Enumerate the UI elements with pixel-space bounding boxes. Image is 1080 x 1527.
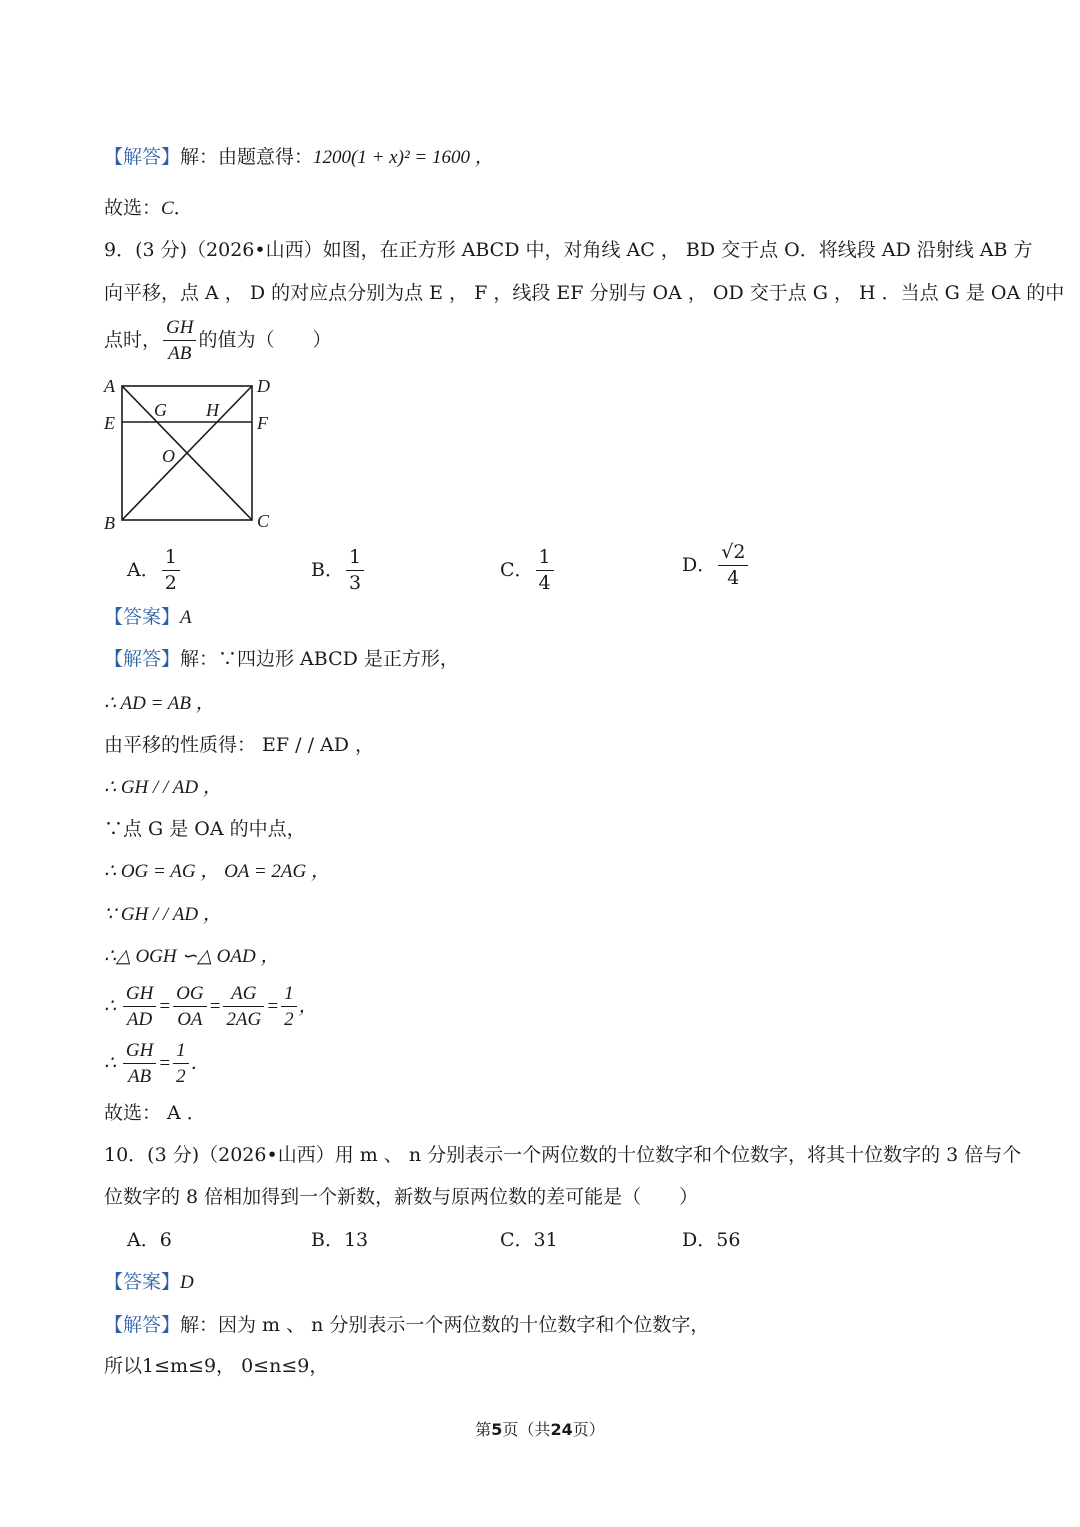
fraction (123, 1041, 156, 1086)
option-fraction (536, 548, 554, 593)
choice-letter: C (161, 198, 174, 219)
frac-numerator: 1 (173, 1041, 189, 1064)
stem-fraction (163, 318, 196, 363)
solution-tag: 【解答】 (104, 648, 181, 670)
q9-choice-line: 故选： A ． (104, 1102, 206, 1124)
equals: = (158, 1053, 172, 1074)
label-o: O (162, 446, 175, 466)
q9-solution-line-8: ∴△ OGH ∽△ OAD ， (104, 946, 280, 967)
answer-value: D (180, 1272, 194, 1293)
footer-mid: 页（共 (502, 1420, 551, 1439)
frac-numerator: 1 (162, 548, 180, 571)
solution-text: 解：因为 m 、 n 分别表示一个两位数的十位数字和个位数字， (180, 1314, 710, 1336)
frac-denominator: 4 (727, 567, 740, 589)
option-value: 56 (716, 1229, 741, 1251)
solution-intro: 解：由题意得： (180, 146, 314, 168)
option-fraction (162, 548, 180, 593)
footer-pre: 第 (475, 1420, 492, 1439)
total-pages: 24 (550, 1420, 573, 1439)
q9-stem-line-3 (104, 318, 331, 363)
therefore-symbol: ∴ (104, 996, 117, 1017)
frac-numerator: GH (123, 984, 156, 1007)
square-figure (96, 372, 286, 534)
frac-denominator: AB (127, 1066, 152, 1087)
q9-solution-line-7: ∵ GH / / AD ， (104, 904, 222, 925)
label-h: H (206, 400, 219, 420)
page-footer (0, 1417, 1080, 1440)
stem-pre: 点时， (104, 329, 162, 351)
answer-tag: 【答案】 (104, 1271, 181, 1293)
q9-solution-line-1 (104, 650, 459, 669)
option-label: B． (311, 559, 344, 581)
option-label: B． (311, 1229, 344, 1251)
option-label: D． (682, 554, 717, 576)
q10-stem-line-2: 位数字的 8 倍相加得到一个新数，新数与原两位数的差可能是（ ） (104, 1186, 699, 1208)
q10-option-c (500, 1231, 558, 1250)
frac-numerator: GH (163, 318, 196, 341)
answer-value: A (180, 607, 192, 628)
q9-option-b (311, 548, 366, 593)
frac-numerator: 1 (281, 984, 297, 1007)
option-label: A． (127, 1229, 160, 1251)
q10-option-a (127, 1231, 172, 1250)
solution-text: 解：∵四边形 ABCD 是正方形， (180, 648, 459, 670)
frac-numerator: 1 (536, 548, 554, 571)
q9-stem-line-1: 9．(3 分)（2026•山西）如图，在正方形 ABCD 中，对角线 AC ， BD 交于点 O．将线段 AD 沿射线 AB 方 (104, 239, 1033, 261)
frac-denominator: 2 (176, 1066, 186, 1087)
q10-solution-line-2: 所以1≤m≤9， 0≤n≤9， (104, 1355, 329, 1377)
fraction (223, 984, 264, 1029)
label-c: C (257, 511, 270, 531)
frac-denominator: 3 (348, 572, 362, 594)
q9-answer-line (104, 608, 192, 627)
label-b: B (104, 513, 115, 533)
option-fraction (346, 548, 364, 593)
q9-solution-line-10 (104, 1041, 210, 1086)
q9-solution-line-5: ∵点 G 是 OA 的中点， (104, 818, 306, 840)
label-e: E (104, 413, 115, 433)
option-fraction (718, 543, 748, 588)
fraction (173, 984, 206, 1029)
q10-solution-line-1 (104, 1316, 709, 1335)
stem-post: 的值为（ ） (198, 329, 332, 351)
frac-denominator: AD (126, 1009, 153, 1030)
fraction (173, 1041, 189, 1086)
therefore-symbol: ∴ (104, 1053, 117, 1074)
option-label: C． (500, 559, 534, 581)
footer-post: 页） (572, 1420, 605, 1439)
frac-denominator: OA (177, 1009, 203, 1030)
equation: 1200(1 + x)² = 1600 ， (313, 147, 494, 168)
choice-end: ． (173, 197, 193, 219)
label-a: A (104, 376, 115, 396)
option-value: 13 (343, 1229, 369, 1251)
label-f: F (257, 413, 268, 433)
prev-solution-line (104, 148, 494, 167)
option-label: C． (500, 1229, 534, 1251)
label-g: G (154, 400, 167, 420)
q9-option-d (682, 543, 750, 588)
label-d: D (257, 376, 270, 396)
frac-denominator: 2AG (226, 1009, 262, 1030)
q10-option-b (311, 1231, 368, 1250)
frac-denominator: 2 (164, 572, 177, 594)
frac-denominator: 4 (538, 572, 551, 594)
option-value: 6 (159, 1229, 172, 1251)
option-value: 31 (533, 1229, 558, 1251)
q10-answer-line (104, 1273, 194, 1292)
frac-numerator: GH (123, 1041, 156, 1064)
frac-denominator: 2 (284, 1009, 294, 1030)
punctuation: ． (190, 1053, 210, 1074)
q9-solution-line-4: ∴ GH / / AD ， (104, 777, 222, 798)
option-label: A． (127, 559, 160, 581)
equals: = (158, 996, 172, 1017)
frac-numerator: 1 (346, 548, 364, 571)
choice-prefix: 故选： (104, 197, 162, 219)
solution-tag: 【解答】 (104, 1314, 181, 1336)
fraction (281, 984, 297, 1029)
page-number: 5 (491, 1420, 503, 1439)
q9-solution-line-2: ∴ AD = AB ， (104, 693, 215, 714)
q9-solution-line-6: ∴ OG = AG ， OA = 2AG ， (104, 861, 330, 882)
q9-stem-line-2: 向平移，点 A ， D 的对应点分别为点 E ， F ，线段 EF 分别与 OA ， OD 交于点 G ， H ．当点 G 是 OA 的中 (104, 282, 1065, 304)
fraction (123, 984, 156, 1029)
punctuation: ， (298, 996, 318, 1017)
equals: = (208, 996, 222, 1017)
q9-solution-line-9 (104, 984, 318, 1029)
option-label: D． (682, 1229, 717, 1251)
q10-stem-line-1: 10．(3 分)（2026•山西）用 m 、 n 分别表示一个两位数的十位数字和个位数字，将其十位数字的 3 倍与个 (104, 1144, 1022, 1166)
frac-numerator: √2 (718, 543, 748, 566)
q9-solution-line-3: 由平移的性质得： EF / / AD ， (104, 734, 375, 756)
frac-numerator: OG (173, 984, 206, 1007)
q9-option-a (127, 548, 182, 593)
frac-numerator: AG (223, 984, 264, 1007)
q9-option-c (500, 548, 556, 593)
equals: = (266, 996, 280, 1017)
q10-option-d (682, 1231, 740, 1250)
frac-denominator: AB (168, 343, 192, 364)
solution-tag: 【解答】 (104, 146, 181, 168)
answer-tag: 【答案】 (104, 606, 181, 628)
prev-choice-line (104, 199, 193, 218)
